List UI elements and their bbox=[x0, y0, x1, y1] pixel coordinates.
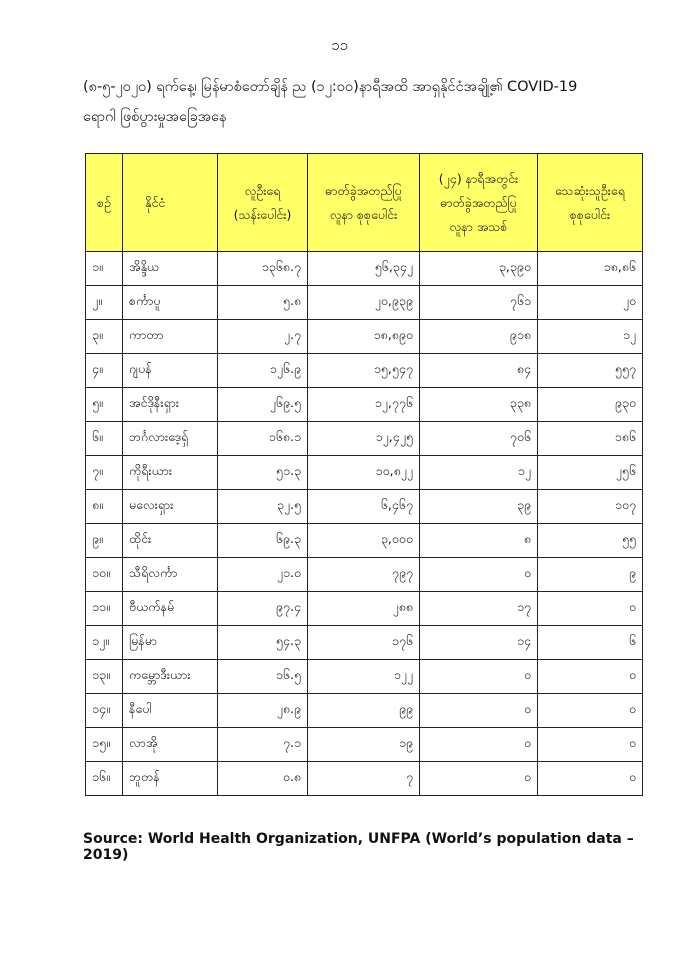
table-header bbox=[86, 154, 643, 252]
header-line: လူနာ အသစ် bbox=[449, 218, 508, 234]
table-row bbox=[86, 490, 643, 524]
table-row bbox=[86, 422, 643, 456]
total-cases-cell: ၁၇၆ bbox=[308, 626, 420, 660]
new-cases-cell: ၀ bbox=[420, 728, 538, 762]
row-number-cell: ၉။ bbox=[86, 524, 123, 558]
total-cases-cell: ၁၂,၄၂၅ bbox=[308, 422, 420, 456]
population-cell: ၅၁.၃ bbox=[218, 456, 308, 490]
country-cell: စင်္ကာပူ bbox=[123, 286, 218, 320]
source-note: Source: World Health Organization, UNFPA (World’s population data –2019) bbox=[83, 831, 634, 863]
row-number-cell: ၇။ bbox=[86, 456, 123, 490]
deaths-cell: ၆ bbox=[538, 626, 643, 660]
row-number-cell: ၈။ bbox=[86, 490, 123, 524]
population-cell: ၉၇.၄ bbox=[218, 592, 308, 626]
country-cell: ဂျပန် bbox=[123, 354, 218, 388]
population-cell: ၁၃၆၈.၇ bbox=[218, 252, 308, 286]
new-cases-cell: ၀ bbox=[420, 558, 538, 592]
page-number: ၁၁ bbox=[331, 36, 348, 54]
row-number-cell: ၁၆။ bbox=[86, 762, 123, 796]
new-cases-cell: ၀ bbox=[420, 762, 538, 796]
row-number-cell: ၆။ bbox=[86, 422, 123, 456]
deaths-cell: ၁၀၇ bbox=[538, 490, 643, 524]
deaths-cell: ၅၅၇ bbox=[538, 354, 643, 388]
population-cell: ၅.၈ bbox=[218, 286, 308, 320]
row-number-cell: ၄။ bbox=[86, 354, 123, 388]
total-cases-cell: ၅၆,၃၄၂ bbox=[308, 252, 420, 286]
new-cases-cell: ၀ bbox=[420, 694, 538, 728]
table-row bbox=[86, 728, 643, 762]
header-line: ဓာတ်ခွဲအတည်ပြု bbox=[440, 194, 517, 210]
population-cell: ၂.၇ bbox=[218, 320, 308, 354]
header-line: နိုင်ငံ bbox=[145, 194, 166, 210]
total-cases-cell: ၇ bbox=[308, 762, 420, 796]
total-cases-cell: ၂၈၈ bbox=[308, 592, 420, 626]
table-row bbox=[86, 626, 643, 660]
row-number-cell: ၁၂။ bbox=[86, 626, 123, 660]
header-line: (သန်းပေါင်း) bbox=[233, 206, 292, 222]
deaths-cell: ၀ bbox=[538, 728, 643, 762]
new-cases-cell: ၁၄ bbox=[420, 626, 538, 660]
header-no bbox=[86, 154, 123, 252]
table-row bbox=[86, 252, 643, 286]
header-line: စဉ် bbox=[97, 194, 111, 210]
row-number-cell: ၁၅။ bbox=[86, 728, 123, 762]
table-row bbox=[86, 320, 643, 354]
new-cases-cell: ၀ bbox=[420, 660, 538, 694]
country-cell: ဘူတန် bbox=[123, 762, 218, 796]
document-heading bbox=[83, 72, 643, 132]
deaths-cell: ၁၂ bbox=[538, 320, 643, 354]
population-cell: ၅၄.၃ bbox=[218, 626, 308, 660]
new-cases-cell: ၇၀၆ bbox=[420, 422, 538, 456]
country-cell: နီပေါ bbox=[123, 694, 218, 728]
deaths-cell: ၁၈၆ bbox=[538, 422, 643, 456]
population-cell: ၁၆၈.၁ bbox=[218, 422, 308, 456]
country-cell: လာအို bbox=[123, 728, 218, 762]
total-cases-cell: ၇၉၇ bbox=[308, 558, 420, 592]
header-population bbox=[218, 154, 308, 252]
row-number-cell: ၁၀။ bbox=[86, 558, 123, 592]
header-new-cases bbox=[420, 154, 538, 252]
deaths-cell: ၂၀ bbox=[538, 286, 643, 320]
table-body bbox=[86, 252, 643, 796]
total-cases-cell: ၂၀,၉၃၉ bbox=[308, 286, 420, 320]
table-row bbox=[86, 524, 643, 558]
table-row bbox=[86, 354, 643, 388]
new-cases-cell: ၃၃၈ bbox=[420, 388, 538, 422]
country-cell: ဗီယက်နမ် bbox=[123, 592, 218, 626]
country-cell: မလေးရှား bbox=[123, 490, 218, 524]
population-cell: ၁၂၆.၉ bbox=[218, 354, 308, 388]
population-cell: ၂၈.၉ bbox=[218, 694, 308, 728]
row-number-cell: ၂။ bbox=[86, 286, 123, 320]
new-cases-cell: ၇၆၁ bbox=[420, 286, 538, 320]
total-cases-cell: ၃,၀၀၀ bbox=[308, 524, 420, 558]
country-cell: ကမ္ဘောဒီးယား bbox=[123, 660, 218, 694]
new-cases-cell: ၃၉ bbox=[420, 490, 538, 524]
row-number-cell: ၅။ bbox=[86, 388, 123, 422]
country-cell: အင်ဒိုနီးရှား bbox=[123, 388, 218, 422]
deaths-cell: ၉ bbox=[538, 558, 643, 592]
country-cell: ထိုင်း bbox=[123, 524, 218, 558]
new-cases-cell: ၈၄ bbox=[420, 354, 538, 388]
heading-line-1: (၈-၅-၂၀၂၀) ရက်နေ့၊ မြန်မာစံတော်ချိန် ည (၁၂:၀၀)နာရီအထိ အာရှနိုင်ငံအချို့၏ COVID-19 bbox=[83, 79, 578, 95]
header-country bbox=[123, 154, 218, 252]
population-cell: ၃၂.၅ bbox=[218, 490, 308, 524]
table-row bbox=[86, 286, 643, 320]
new-cases-cell: ၁၇ bbox=[420, 592, 538, 626]
new-cases-cell: ၈ bbox=[420, 524, 538, 558]
deaths-cell: ၂၅၆ bbox=[538, 456, 643, 490]
new-cases-cell: ၃,၃၉၀ bbox=[420, 252, 538, 286]
population-cell: ၁၆.၅ bbox=[218, 660, 308, 694]
total-cases-cell: ၁၉ bbox=[308, 728, 420, 762]
table-header-row bbox=[86, 154, 643, 252]
deaths-cell: ၀ bbox=[538, 592, 643, 626]
table-row bbox=[86, 660, 643, 694]
country-cell: ကိုရီးယား bbox=[123, 456, 218, 490]
deaths-cell: ၀ bbox=[538, 762, 643, 796]
new-cases-cell: ၁၂ bbox=[420, 456, 538, 490]
header-line: စုစုပေါင်း bbox=[569, 206, 611, 222]
header-line: (၂၄) နာရီအတွင်း bbox=[438, 170, 519, 186]
header-line: လူနာ စုစုပေါင်း bbox=[329, 206, 398, 222]
deaths-cell: ၅၅ bbox=[538, 524, 643, 558]
row-number-cell: ၃။ bbox=[86, 320, 123, 354]
population-cell: ၂၁.၀ bbox=[218, 558, 308, 592]
country-cell: အိန္ဒိယ bbox=[123, 252, 218, 286]
row-number-cell: ၁။ bbox=[86, 252, 123, 286]
population-cell: ၆၉.၃ bbox=[218, 524, 308, 558]
total-cases-cell: ၉၉ bbox=[308, 694, 420, 728]
population-cell: ၀.၈ bbox=[218, 762, 308, 796]
row-number-cell: ၁၁။ bbox=[86, 592, 123, 626]
table-row bbox=[86, 762, 643, 796]
table-row bbox=[86, 558, 643, 592]
country-cell: မြန်မာ bbox=[123, 626, 218, 660]
population-cell: ၂၆၉.၅ bbox=[218, 388, 308, 422]
deaths-cell: ၁၈,၈၆ bbox=[538, 252, 643, 286]
deaths-cell: ၉၃၀ bbox=[538, 388, 643, 422]
header-deaths bbox=[538, 154, 643, 252]
new-cases-cell: ၉၁၈ bbox=[420, 320, 538, 354]
total-cases-cell: ၁၈,၈၉၀ bbox=[308, 320, 420, 354]
country-cell: သီရိလင်္ကာ bbox=[123, 558, 218, 592]
total-cases-cell: ၁၀,၈၂၂ bbox=[308, 456, 420, 490]
row-number-cell: ၁၄။ bbox=[86, 694, 123, 728]
population-cell: ၇.၁ bbox=[218, 728, 308, 762]
table-row bbox=[86, 592, 643, 626]
total-cases-cell: ၆,၄၆၇ bbox=[308, 490, 420, 524]
deaths-cell: ၀ bbox=[538, 660, 643, 694]
table-row bbox=[86, 388, 643, 422]
deaths-cell: ၀ bbox=[538, 694, 643, 728]
row-number-cell: ၁၃။ bbox=[86, 660, 123, 694]
header-line: လူဦးရေ bbox=[244, 182, 281, 198]
total-cases-cell: ၁၂,၇၇၆ bbox=[308, 388, 420, 422]
covid-asia-table bbox=[85, 153, 643, 796]
country-cell: ကာတာ bbox=[123, 320, 218, 354]
country-cell: ဘင်္ဂလားဒေ့ရှ် bbox=[123, 422, 218, 456]
header-total-cases bbox=[308, 154, 420, 252]
total-cases-cell: ၁၅,၅၄၇ bbox=[308, 354, 420, 388]
header-line: သေဆုံးသူဦးရေ bbox=[555, 182, 625, 198]
table-row bbox=[86, 456, 643, 490]
header-line: ဓာတ်ခွဲအတည်ပြု bbox=[325, 182, 402, 198]
table-row bbox=[86, 694, 643, 728]
total-cases-cell: ၁၂၂ bbox=[308, 660, 420, 694]
heading-line-2: ရောဂါ ဖြစ်ပွားမှုအခြေအနေ bbox=[83, 109, 227, 125]
